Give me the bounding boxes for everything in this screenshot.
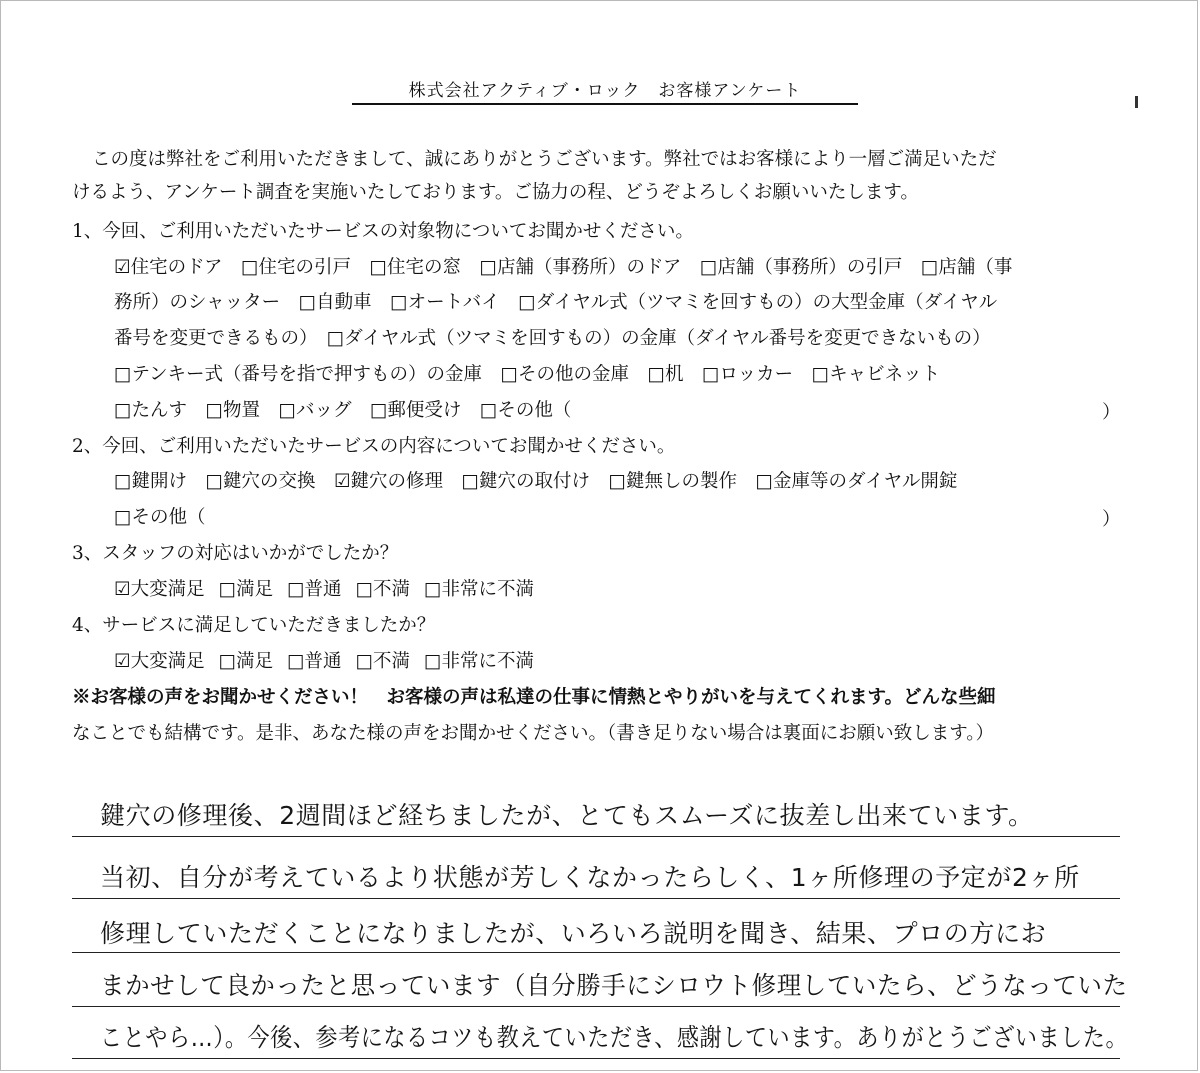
q4-options (114, 650, 534, 674)
q1-options-line-1: ☑住宅のドア □住宅の引戸 □住宅の窓 □店舗（事務所）のドア □店舗（事務所）の引戸 □店舗（事 (114, 257, 1013, 278)
q4-option-very-dissatisfied: □非常に不満 (424, 651, 535, 672)
q3-option-very-satisfied: ☑大変満足 (114, 579, 205, 600)
comment-line-4: まかせして良かったと思っています（自分勝手にシロウト修理していたら、どうなっていた (100, 971, 1128, 1000)
comment-line-1: 鍵穴の修理後、2週間ほど経ちましたが、とてもスムーズに抜差し出来ています。 (100, 801, 1034, 830)
writing-rule-2 (72, 898, 1120, 899)
q2-other-close: ） (1102, 509, 1121, 530)
writing-rule-5 (72, 1058, 1120, 1059)
voice-line-1: ※お客様の声をお聞かせください！ お客様の声は私達の仕事に情熱とやりがいを与えてくれます。どんな些細 (72, 687, 996, 708)
comment-line-2: 当初、自分が考えているより状態が芳しくなかったらしく、1ヶ所修理の予定が2ヶ所 (100, 863, 1080, 892)
q3-option-dissatisfied: □不満 (355, 579, 411, 600)
q4-option-dissatisfied: □不満 (355, 651, 411, 672)
q2-options-line-2: □その他（ (114, 507, 206, 528)
comment-line-5: ことやら…）。今後、参考になるコツも教えていただき、感謝しています。ありがとうございました。 (100, 1023, 1129, 1052)
ink-mark (1135, 96, 1138, 108)
writing-rule-3 (72, 952, 1120, 953)
writing-rule-4 (72, 1006, 1120, 1007)
writing-rule-1 (72, 836, 1120, 837)
q1-options-line-2: 務所）のシャッター □自動車 □オートバイ □ダイヤル式（ツマミを回すもの）の大型金庫（ダイヤル (114, 292, 998, 313)
q1-options-line-3: 番号を変更できるもの） □ダイヤル式（ツマミを回すもの）の金庫（ダイヤル番号を変更できないもの） (114, 328, 991, 349)
q4-option-satisfied: □満足 (218, 651, 274, 672)
q2-options-line-1: □鍵開け □鍵穴の交換 ☑鍵穴の修理 □鍵穴の取付け □鍵無しの製作 □金庫等のダイヤル開錠 (114, 471, 958, 492)
q3-label: 3、スタッフの対応はいかがでしたか？ (72, 543, 399, 564)
q4-label: 4、サービスに満足していただきましたか？ (72, 615, 436, 636)
comment-line-3: 修理していただくことになりましたが、いろいろ説明を聞き、結果、プロの方にお (100, 919, 1047, 948)
q1-other-close: ） (1102, 402, 1121, 423)
q1-label: 1、今回、ご利用いただいたサービスの対象物についてお聞かせください。 (72, 221, 694, 242)
page-title: 株式会社アクティブ・ロック お客様アンケート (352, 76, 858, 105)
intro-line-2: けるよう、アンケート調査を実施いたしております。ご協力の程、どうぞよろしくお願いいたします。 (72, 182, 919, 203)
intro-line-1: この度は弊社をご利用いただきまして、誠にありがとうございます。弊社ではお客様により一層ご満足いただ (92, 149, 997, 170)
q3-option-normal: □普通 (287, 579, 342, 600)
voice-line-2: なことでも結構です。是非、あなた様の声をお聞かせください。（書き足りない場合は裏面にお願い致します。） (72, 723, 995, 744)
q3-option-very-dissatisfied: □非常に不満 (424, 579, 535, 600)
q1-options-line-4: □テンキー式（番号を指で押すもの）の金庫 □その他の金庫 □机 □ロッカー □キャビネット (114, 364, 941, 385)
q4-option-normal: □普通 (287, 651, 342, 672)
q2-label: 2、今回、ご利用いただいたサービスの内容についてお聞かせください。 (72, 436, 676, 457)
q3-option-satisfied: □満足 (218, 579, 274, 600)
q1-options-line-5: □たんす □物置 □バッグ □郵便受け □その他（ (114, 400, 572, 421)
q3-options (114, 578, 534, 602)
q4-option-very-satisfied: ☑大変満足 (114, 651, 205, 672)
